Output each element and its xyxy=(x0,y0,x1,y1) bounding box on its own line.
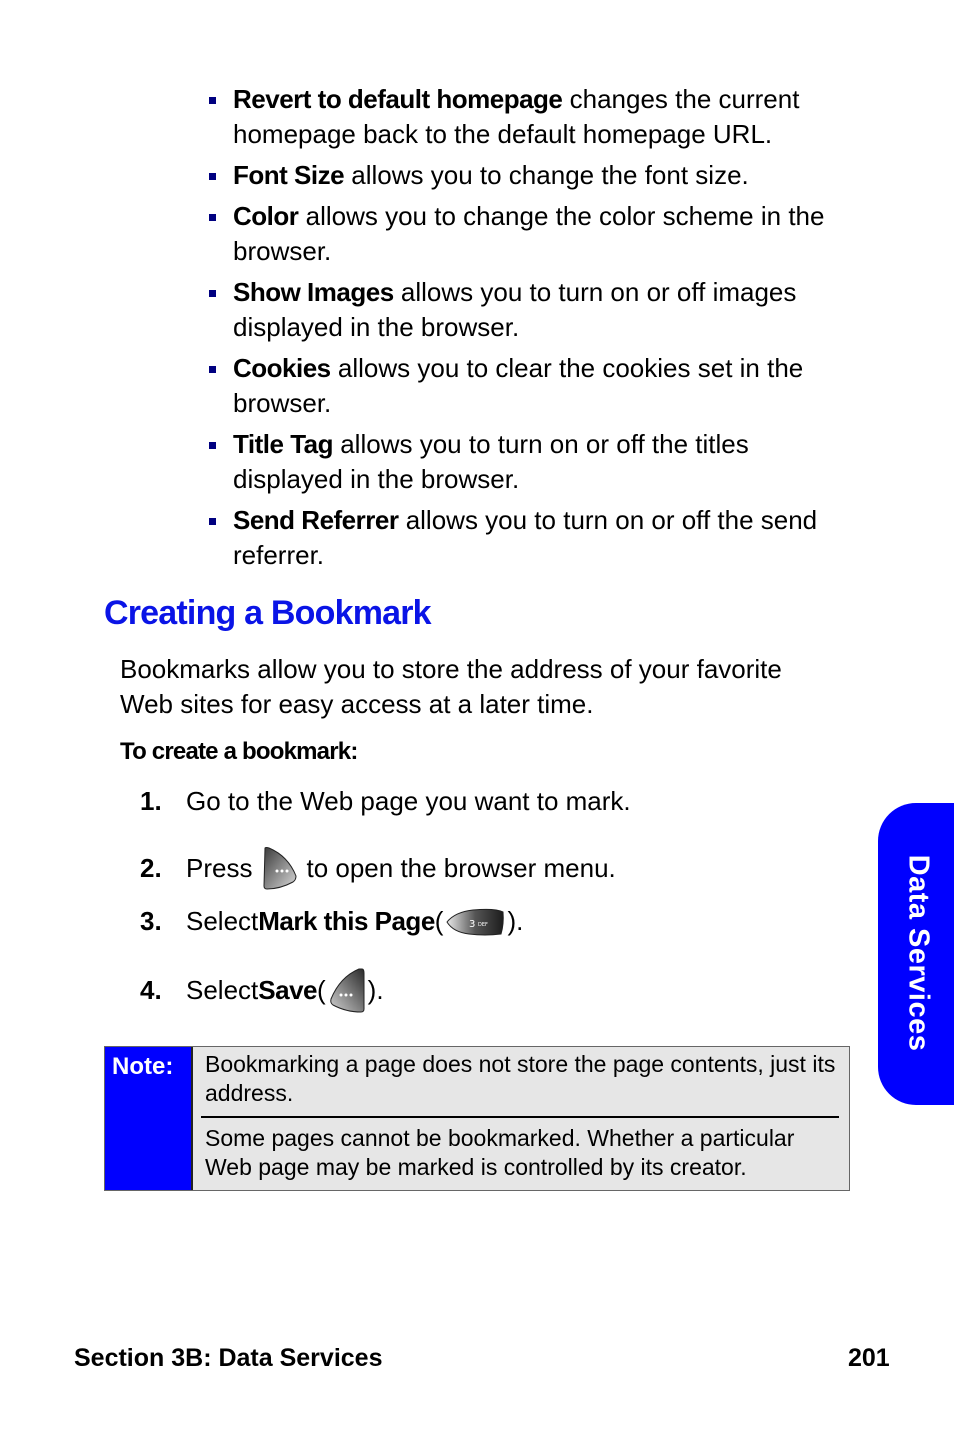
bullet-square-icon xyxy=(209,290,216,297)
paren-close: ). xyxy=(507,906,524,936)
bullet-term: Color xyxy=(233,201,299,231)
section-side-tab xyxy=(878,803,954,1105)
bullet-item xyxy=(209,82,859,152)
step-option: Mark this Page xyxy=(258,906,435,936)
paren-open: ( xyxy=(317,974,326,1005)
step-2 xyxy=(140,846,616,890)
section-intro: Bookmarks allow you to store the address of your favorite Web sites for easy access at a later time. xyxy=(120,654,782,719)
key-sublabel: DEF xyxy=(478,921,489,928)
step-number: 2. xyxy=(140,852,162,883)
side-tab-label: Data Services xyxy=(902,854,935,1052)
step-3 xyxy=(140,904,523,939)
step-4 xyxy=(140,967,384,1013)
bullet-square-icon xyxy=(209,97,216,104)
bullet-item xyxy=(209,427,859,497)
page-number: 201 xyxy=(848,1344,890,1372)
bullet-square-icon xyxy=(209,214,216,221)
bullet-term: Send Referrer xyxy=(233,505,399,535)
bullet-text: allows you to clear the cookies set in the browser. xyxy=(233,353,804,418)
note-label: Note: xyxy=(105,1047,193,1190)
procedure-subhead: To create a bookmark: xyxy=(120,738,358,765)
bullet-item xyxy=(209,275,859,345)
note-body xyxy=(193,1047,849,1190)
paren-close: ). xyxy=(367,974,384,1005)
footer-section: Section 3B: Data Services xyxy=(74,1344,383,1372)
step-option: Save xyxy=(258,974,317,1005)
right-softkey-icon xyxy=(328,967,366,1013)
step-1 xyxy=(140,784,631,819)
bullet-text: allows you to turn on or off the titles displayed in the browser. xyxy=(233,429,749,494)
bullet-term: Revert to default homepage xyxy=(233,84,563,114)
settings-bullet-list xyxy=(209,82,859,579)
bullet-text: allows you to change the font size. xyxy=(344,160,749,190)
step-text-post: to open the browser menu. xyxy=(306,852,616,883)
bullet-term: Show Images xyxy=(233,277,394,307)
step-number: 1. xyxy=(140,786,162,816)
bullet-text: allows you to change the color scheme in the browser. xyxy=(233,201,825,266)
key-3-icon xyxy=(445,906,505,938)
step-text-pre: Press xyxy=(186,852,253,883)
bullet-text: allows you to turn on or off the send referrer. xyxy=(233,505,818,570)
bullet-item xyxy=(209,503,859,573)
menu-key-icon xyxy=(262,846,298,890)
bullet-term: Font Size xyxy=(233,160,345,190)
bullet-square-icon xyxy=(209,173,216,180)
note-box xyxy=(104,1046,850,1191)
bullet-square-icon xyxy=(209,366,216,373)
step-number: 3. xyxy=(140,906,162,936)
bullet-term: Title Tag xyxy=(233,429,333,459)
key-label: 3 xyxy=(469,918,476,930)
section-heading: Creating a Bookmark xyxy=(104,594,431,632)
bullet-text: allows you to turn on or off images displayed in the browser. xyxy=(233,277,797,342)
paren-open: ( xyxy=(434,906,444,936)
bullet-item xyxy=(209,351,859,421)
bullet-item xyxy=(209,158,859,193)
note-paragraph: Some pages cannot be bookmarked. Whether a particular Web page may be marked is controlled by its creator. xyxy=(205,1125,795,1180)
bullet-item xyxy=(209,199,859,269)
bullet-text: changes the current homepage back to the default homepage URL. xyxy=(233,84,800,149)
step-text: Go to the Web page you want to mark. xyxy=(186,786,631,816)
step-text-pre: Select xyxy=(186,906,259,936)
note-paragraph: Bookmarking a page does not store the page contents, just its address. xyxy=(201,1050,839,1118)
step-number: 4. xyxy=(140,974,162,1005)
step-text-pre: Select xyxy=(186,974,259,1005)
bullet-term: Cookies xyxy=(233,353,331,383)
bullet-square-icon xyxy=(209,442,216,449)
bullet-square-icon xyxy=(209,518,216,525)
